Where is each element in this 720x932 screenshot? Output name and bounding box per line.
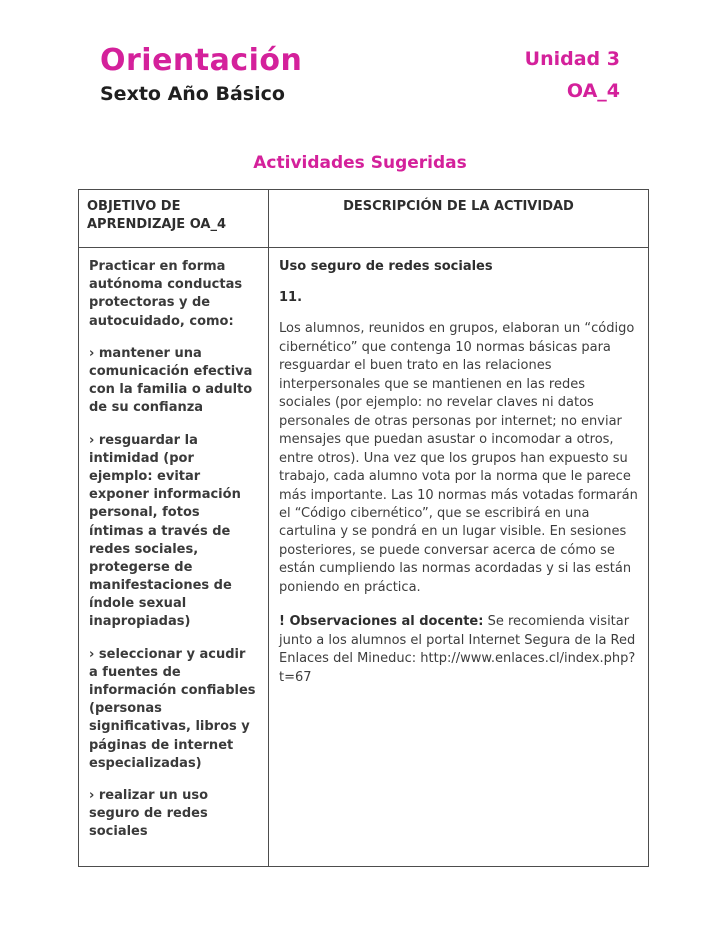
oa-code-label: OA_4 xyxy=(566,80,620,102)
activity-description: Los alumnos, reunidos en grupos, elaboran un “código cibernético” que contenga 10 normas básicas para resguardar el buen trato en las relaciones interpersonales que se mantienen en las redes sociales (por ejemplo: no revelar claves ni datos personales de otras personas por internet; no enviar mensajes que puedan asustar o incomodar a otros, entre otros). Una vez que los grupos han expuesto su trabajo, cada alumno vota por la norma que le parece más importante. Las 10 normas más votadas formarán el “Código cibernético”, que se escribirá en una cartulina y se pondrá en un lugar visible. En sesiones posteriores, se puede conversar acerca de cómo se están cumpliendo las normas acordadas y si las están poniendo en práctica. xyxy=(279,321,638,595)
activity-cell xyxy=(269,248,649,866)
unit-label: Unidad 3 xyxy=(524,48,620,70)
activity-column-header: DESCRIPCIÓN DE LA ACTIVIDAD xyxy=(269,190,649,248)
course-title: Orientación xyxy=(100,43,303,78)
objective-bullet-2: › resguardar la intimidad (por ejemplo: evitar exponer información personal, fotos íntimas a través de redes sociales, protegerse de manifestaciones de índole sexual inapropiadas) xyxy=(89,432,241,630)
activities-table xyxy=(78,189,649,867)
teacher-note-text: Se recomienda visitar junto a los alumnos el portal Internet Segura de la Red Enlaces del Mineduc: http://www.enlaces.cl/index.php?t=67 xyxy=(279,614,636,685)
objective-column-header: OBJETIVO DE APRENDIZAJE OA_4 xyxy=(79,190,269,248)
grade-subtitle: Sexto Año Básico xyxy=(100,83,285,105)
activity-number: 11. xyxy=(279,290,303,306)
header-right xyxy=(525,44,620,102)
teacher-note xyxy=(279,613,638,687)
page-title: Actividades Sugeridas xyxy=(253,153,467,173)
table-header-row xyxy=(79,190,649,248)
header-left xyxy=(100,44,302,105)
objective-bullet-1: › mantener una comunicación efectiva con la familia o adulto de su confianza xyxy=(89,345,253,416)
activity-title: Uso seguro de redes sociales xyxy=(279,259,493,275)
teacher-note-label: ! Observaciones al docente: xyxy=(279,614,484,630)
table-body-row xyxy=(79,248,649,866)
objective-bullet-4: › realizar un uso seguro de redes sociales xyxy=(89,787,209,840)
objective-bullet-3: › seleccionar y acudir a fuentes de información confiables (personas significativas, libros y páginas de internet especializadas) xyxy=(89,646,256,771)
objective-intro: Practicar en forma autónoma conductas protectoras y de autocuidado, como: xyxy=(89,259,243,329)
objective-cell xyxy=(79,248,269,866)
document-header xyxy=(0,0,720,105)
